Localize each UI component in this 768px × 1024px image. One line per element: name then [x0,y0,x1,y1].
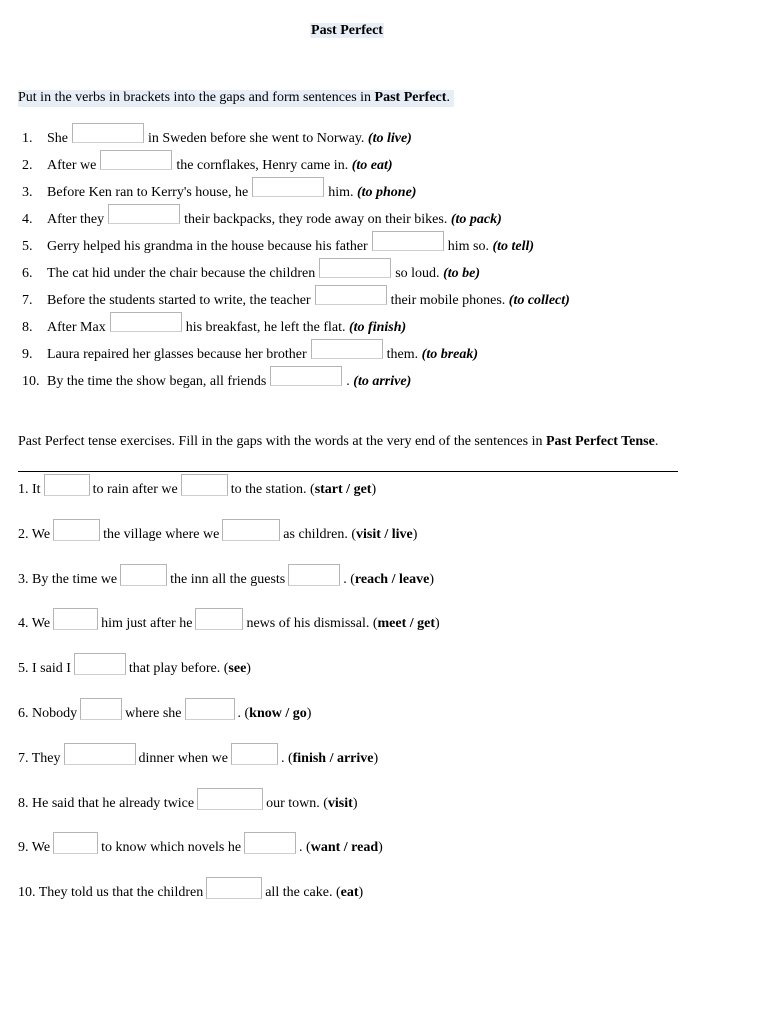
sentence-start: The cat hid under the chair because the children [47,266,316,281]
verb-hint: start / get [314,482,372,497]
sentence-start: Gerry helped his grandma in the house because his father [47,239,368,254]
sentence-part: to know which novels he [101,840,242,856]
sentence-end: their mobile phones. [390,293,506,308]
sentence-part: 4. We [18,616,51,632]
instruction-end: . [446,90,450,105]
instruction-end: . [654,434,659,449]
item-number: 10. [22,374,40,389]
sentence-start: After Max [47,320,106,335]
list-item [22,255,722,282]
instruction-bold: Past Perfect Tense [545,434,655,449]
verb-hint: reach / leave [354,571,430,587]
sentence-close: ) [358,885,364,901]
verb-hint: (to live) [367,131,412,146]
verb-hint: see [228,661,247,677]
sentence-end: him. [328,185,354,200]
answer-gap[interactable] [244,832,296,854]
sentence-end: him so. [447,239,489,254]
item-number: 9. [22,347,33,362]
list-item [22,174,722,201]
answer-gap[interactable] [206,877,262,899]
instruction-bold: Past Perfect [374,90,447,105]
verb-hint: visit / live [356,526,413,542]
sentence-part: as children. ( [283,526,356,542]
list-item [22,228,722,255]
sentence-part: the inn all the guests [170,571,286,587]
sentence-part: that play before. ( [128,661,229,677]
verb-hint: finish / arrive [292,750,374,766]
list-item [18,653,718,698]
sentence-start: She [47,131,68,146]
instruction-text: Put in the verbs in brackets into the gaps and form sentences in [18,90,375,105]
item-number: 6. [22,266,33,281]
list-item [18,877,718,922]
sentence-end: so loud. [395,266,440,281]
answer-gap[interactable] [231,743,278,765]
list-item [22,201,722,228]
answer-gap[interactable] [44,474,90,496]
verb-hint: (to finish) [348,320,407,335]
item-number: 7. [22,293,33,308]
sentence-end: them. [386,347,419,362]
sentence-close: ) [378,840,383,856]
sentence-part: all the cake. ( [265,885,341,901]
exercise-list-2 [18,474,718,922]
sentence-part: . ( [299,840,311,856]
sentence-part: 1. It [18,482,41,497]
answer-gap[interactable] [108,204,180,224]
verb-hint: (to collect) [508,293,570,308]
item-number: 2. [22,158,33,173]
sentence-part: to the station. ( [230,482,315,497]
verb-hint: want / read [310,840,379,856]
verb-hint: (to tell) [492,239,535,254]
answer-gap[interactable] [372,231,444,251]
list-item [22,120,722,147]
item-number: 5. [22,239,33,254]
list-item [18,564,718,609]
sentence-end: . [346,374,350,389]
answer-gap[interactable] [64,743,136,765]
answer-gap[interactable] [252,177,324,197]
divider [18,471,678,472]
sentence-start: Laura repaired her glasses because her brother [47,347,307,362]
sentence-part: our town. ( [266,795,328,811]
sentence-close: ) [371,482,377,497]
sentence-close: ) [246,661,251,677]
answer-gap[interactable] [195,608,243,630]
sentence-end: the cornflakes, Henry came in. [176,158,349,173]
answer-gap[interactable] [197,788,263,810]
sentence-close: ) [306,705,312,721]
sentence-part: . ( [237,705,250,721]
verb-hint: (to eat) [351,158,393,173]
answer-gap[interactable] [185,698,235,720]
sentence-part: the village where we [103,526,220,542]
item-number: 1. [22,131,33,146]
sentence-close: ) [429,571,434,587]
sentence-part: 6. Nobody [18,705,78,721]
sentence-part: where she [125,705,182,721]
sentence-close: ) [412,526,418,542]
answer-gap[interactable] [53,608,98,630]
list-item [22,309,722,336]
list-item [18,788,718,833]
verb-hint: (to pack) [450,212,502,227]
section2-instruction [18,431,678,453]
sentence-part: 3. By the time we [18,571,118,587]
answer-gap[interactable] [100,150,172,170]
answer-gap[interactable] [319,258,391,278]
sentence-close: ) [352,795,358,811]
sentence-part: . ( [343,571,355,587]
answer-gap[interactable] [80,698,122,720]
sentence-start: Before Ken ran to Kerry's house, he [47,185,249,200]
verb-hint: (to break) [421,347,479,362]
list-item [18,474,718,519]
item-number: 4. [22,212,33,227]
answer-gap[interactable] [53,519,100,541]
list-item [18,698,718,743]
verb-hint: (to phone) [356,185,417,200]
instruction-text: Past Perfect tense exercises. Fill in the gaps with the words at the very end of the sentences in [18,434,546,449]
sentence-close: ) [435,616,440,632]
sentence-start: After they [47,212,105,227]
title-text: Past Perfect [311,23,383,38]
sentence-start: After we [47,158,97,173]
answer-gap[interactable] [288,564,340,586]
list-item [18,519,718,564]
sentence-start: Before the students started to write, the teacher [47,293,311,308]
list-item [22,282,722,309]
list-item [18,743,718,788]
answer-gap[interactable] [315,285,387,305]
sentence-part: 10. They told us that the children [18,885,204,901]
sentence-part: 2. We [18,526,51,542]
item-number: 8. [22,320,33,335]
sentence-end: their backpacks, they rode away on their bikes. [184,212,448,227]
answer-gap[interactable] [181,474,228,496]
sentence-part: 9. We [18,840,51,856]
verb-hint: (to be) [443,266,480,281]
list-item [22,336,722,363]
list-item [22,147,722,174]
sentence-part: . ( [280,750,293,766]
verb-hint: visit [327,795,353,811]
answer-gap[interactable] [53,832,98,854]
sentence-end: in Sweden before she went to Norway. [148,131,365,146]
list-item [18,832,718,877]
answer-gap[interactable] [311,339,383,359]
sentence-part: news of his dismissal. ( [246,616,378,632]
answer-gap[interactable] [222,519,280,541]
item-number: 3. [22,185,33,200]
answer-gap[interactable] [74,653,126,675]
sentence-close: ) [373,750,379,766]
sentence-part: dinner when we [138,750,228,766]
answer-gap[interactable] [72,123,144,143]
verb-hint: (to arrive) [353,374,412,389]
verb-hint: eat [340,885,359,901]
sentence-end: his breakfast, he left the flat. [185,320,346,335]
verb-hint: know / go [249,705,307,721]
list-item [18,608,718,653]
sentence-part: him just after he [101,616,193,632]
sentence-part: 8. He said that he already twice [18,795,195,811]
sentence-start: By the time the show began, all friends [47,374,267,389]
sentence-part: to rain after we [92,482,178,497]
sentence-part: 7. They [18,750,61,766]
answer-gap[interactable] [270,366,342,386]
list-item [22,363,722,390]
section1-instruction [18,90,454,107]
answer-gap[interactable] [120,564,167,586]
sentence-part: 5. I said I [18,661,71,677]
exercise-list-1 [22,120,722,390]
answer-gap[interactable] [110,312,182,332]
page-title [0,23,694,39]
verb-hint: meet / get [377,616,436,632]
